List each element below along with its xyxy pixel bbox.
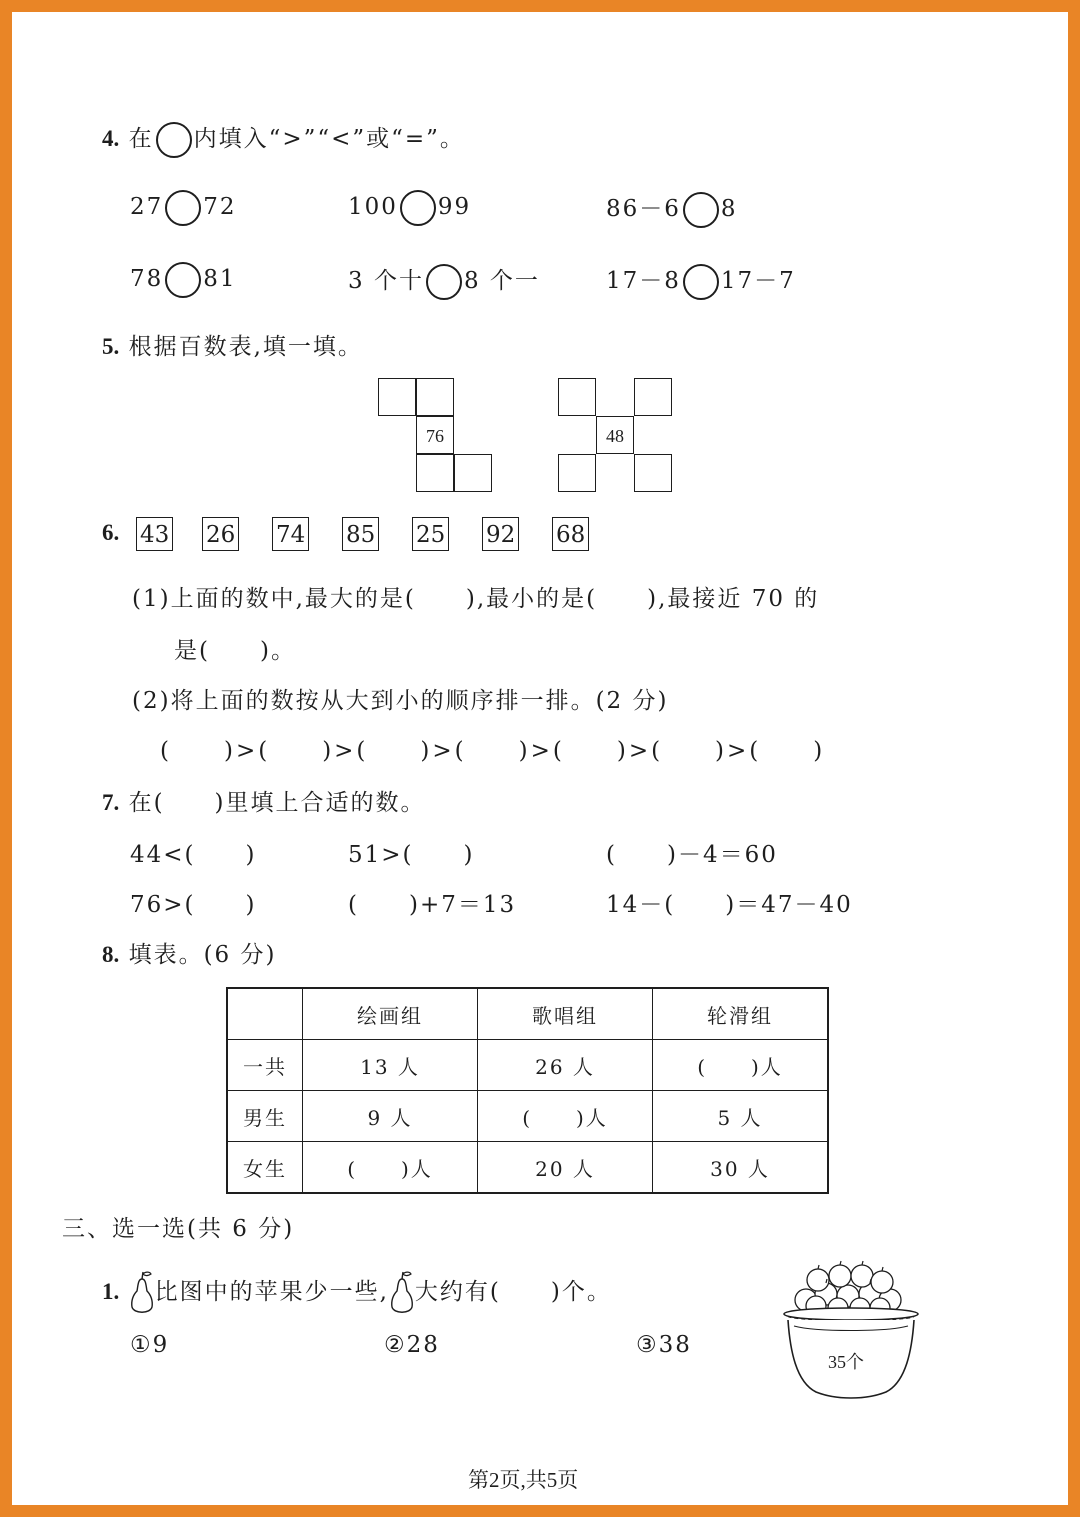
number-card: 74 (272, 517, 309, 551)
group-table (226, 987, 829, 1194)
s3-q1-number: 1. (102, 1279, 120, 1304)
number-card: 85 (342, 517, 379, 551)
page-footer: 第2页,共5页 (468, 1468, 579, 1492)
q6-part2: (2)将上面的数按从大到小的顺序排一排。(2 分) (132, 688, 669, 714)
q6-number: 6. (102, 520, 120, 545)
table-cell-blank[interactable]: ( )人 (478, 1091, 653, 1142)
grid-cell[interactable] (634, 454, 672, 492)
q8-number: 8. (102, 942, 120, 967)
number-card: 43 (136, 517, 173, 551)
number-card: 25 (412, 517, 449, 551)
table-cell: 20 人 (478, 1142, 653, 1194)
q7-title-text: 在( )里填上合适的数。 (128, 790, 426, 816)
q4-item: 27 72 (130, 190, 237, 226)
pear-icon (129, 1270, 155, 1316)
table-row (227, 1040, 828, 1091)
q6-part1-line2: 是( )。 (174, 638, 296, 664)
table-cell: 30 人 (653, 1142, 829, 1194)
q4-item: 78 81 (130, 262, 237, 298)
q8-title-text: 填表。(6 分) (128, 942, 277, 968)
table-cell: 13 人 (303, 1040, 478, 1091)
option-3[interactable]: ③38 (636, 1332, 692, 1358)
q4-number: 4. (102, 126, 120, 151)
table-row (227, 1142, 828, 1194)
q5-number: 5. (102, 334, 120, 359)
grid-cell[interactable] (416, 378, 454, 416)
q7-item[interactable]: 44<( ) (130, 842, 257, 868)
q5-title (102, 328, 363, 361)
q4-title (102, 120, 465, 158)
grid-cell[interactable] (558, 454, 596, 492)
section3-title: 三、选一选(共 6 分) (62, 1216, 295, 1242)
q4-item: 100 99 (348, 190, 471, 226)
q7-number: 7. (102, 790, 120, 815)
grid-cell-76: 76 (416, 416, 454, 454)
q4-title-post: 内填入“>”“<”或“=”。 (193, 126, 465, 152)
grid-cell[interactable] (378, 378, 416, 416)
basket-label: 35个 (828, 1352, 864, 1372)
table-cell-blank[interactable]: ( )人 (653, 1040, 829, 1091)
q6-part1-line1: (1)上面的数中,最大的是( ),最小的是( ),最接近 70 的 (132, 586, 820, 612)
compare-circle[interactable] (165, 262, 201, 298)
q6-number-row (102, 520, 119, 546)
q7-item[interactable]: 51>( ) (348, 842, 475, 868)
table-header-cell: 歌唱组 (478, 988, 653, 1040)
q4-title-pre: 在 (128, 126, 154, 152)
q4-item: 86－6 8 (606, 190, 738, 228)
circle-icon (156, 122, 192, 158)
option-1[interactable]: ①9 (130, 1332, 170, 1358)
q7-item[interactable]: 76>( ) (130, 892, 257, 918)
grid-cell-48: 48 (596, 416, 634, 454)
compare-circle[interactable] (165, 190, 201, 226)
table-cell: 26 人 (478, 1040, 653, 1091)
q6-order-line[interactable]: ( )>( )>( )>( )>( )>( )>( ) (160, 738, 826, 764)
table-header-row (227, 988, 828, 1040)
q7-title (102, 784, 426, 817)
table-cell: 女生 (227, 1142, 303, 1194)
table-cell-blank[interactable]: ( )人 (303, 1142, 478, 1194)
table-row (227, 1091, 828, 1142)
table-header-cell: 轮滑组 (653, 988, 829, 1040)
compare-circle[interactable] (683, 264, 719, 300)
option-2[interactable]: ②28 (384, 1332, 440, 1358)
compare-circle[interactable] (400, 190, 436, 226)
q7-item[interactable]: 14－( )＝47－40 (606, 892, 853, 918)
grid-cell[interactable] (558, 378, 596, 416)
grid-cell[interactable] (416, 454, 454, 492)
q4-item: 17－8 17－7 (606, 262, 796, 300)
number-card: 92 (482, 517, 519, 551)
grid-cell[interactable] (634, 378, 672, 416)
compare-circle[interactable] (683, 192, 719, 228)
s3-q1-part1: 比图中的苹果少一些, (154, 1279, 389, 1305)
table-cell: 5 人 (653, 1091, 829, 1142)
section3-q1 (102, 1270, 612, 1316)
q5-title-text: 根据百数表,填一填。 (128, 334, 363, 360)
compare-circle[interactable] (426, 264, 462, 300)
q8-title (102, 936, 276, 969)
q7-item[interactable]: ( )+7＝13 (348, 892, 517, 918)
grid-cell[interactable] (454, 454, 492, 492)
q7-item[interactable]: ( )－4＝60 (606, 842, 778, 868)
number-card: 68 (552, 517, 589, 551)
number-card: 26 (202, 517, 239, 551)
table-header-cell (227, 988, 303, 1040)
apple-basket-icon (776, 1260, 926, 1400)
exam-page (12, 12, 1068, 1505)
s3-q1-part2: 大约有( )个。 (414, 1279, 612, 1305)
pear-icon (389, 1270, 415, 1316)
table-cell: 男生 (227, 1091, 303, 1142)
table-header-cell: 绘画组 (303, 988, 478, 1040)
q4-item: 3 个十 8 个一 (348, 262, 540, 300)
table-cell: 9 人 (303, 1091, 478, 1142)
table-cell: 一共 (227, 1040, 303, 1091)
